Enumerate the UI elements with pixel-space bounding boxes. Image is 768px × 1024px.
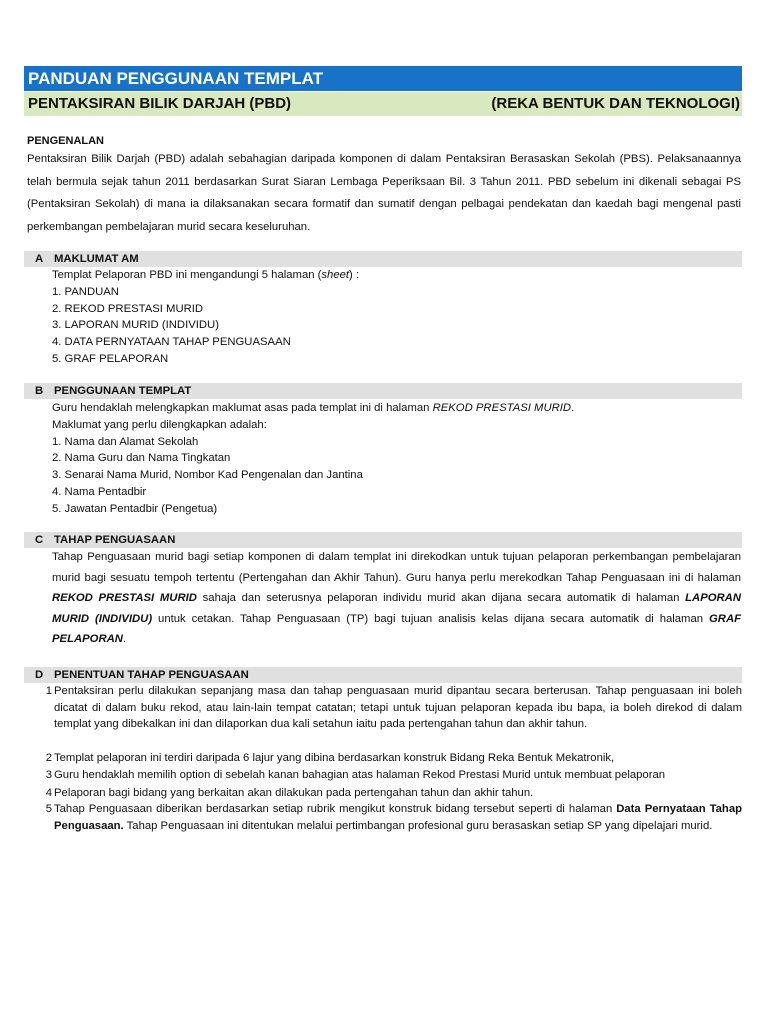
section-a-intro-end: ) : [349,269,360,281]
item-text: Templat pelaporan ini terdiri daripada 6 lajur yang dibina berdasarkan konstruk Bidang Reka Bentuk Mekatronik, [54,752,615,764]
section-a-header [24,251,742,267]
section-a-intro [52,267,359,284]
list-item: 5. GRAF PELAPORAN [52,352,169,365]
section-d-title: PENENTUAN TAHAP PENGUASAAN [54,669,249,681]
list-item: 1. Nama dan Alamat Sekolah [52,435,199,448]
section-c-text-3: untuk cetakan. Tahap Penguasaan (TP) bagi tujuan analisis kelas dijana secara automatik di halaman [152,612,709,625]
item-number: 5 [45,803,52,815]
item-text: Pelaporan bagi bidang yang berkaitan akan dilakukan pada pertengahan tahun dan akhir tahun. [54,787,534,799]
section-b-letter: B [35,385,44,397]
item-text: Pentaksiran perlu dilakukan sepanjang masa dan tahap penguasaan murid dipantau secara berterusan. Tahap penguasaan ini boleh dicatat di dalam buku rekod, atau lain-lain tempat catatan; tetapi untuk tujuan pelaporan kepada ibu bapa, ia boleh direkod di dalam templat yang dibekalkan ini dan dilaporkan dua kali setahun iaitu pada pertengahan tahun dan akhir tahun. [54,685,742,731]
section-d-header [24,667,742,683]
item-number: 3 [45,769,52,781]
section-c-paragraph [52,547,741,650]
document-subtitle-left: PENTAKSIRAN BILIK DARJAH (PBD) [28,95,292,112]
list-item: 2. REKOD PRESTASI MURID [52,302,204,315]
item-text-part: Tahap Penguasaan diberikan berdasarkan setiap rubrik mengikut konstruk bidang tersebut seperti di halaman [54,803,617,815]
document-title-bar [24,66,742,91]
list-item: 3. LAPORAN MURID (INDIVIDU) [52,319,219,332]
section-b-line1 [52,400,574,417]
section-c-em-1: REKOD PRESTASI MURID [52,592,197,605]
document-subtitle-right: (REKA BENTUK DAN TEKNOLOGI) [491,95,740,112]
list-item: 3. Senarai Nama Murid, Nombor Kad Pengenalan dan Jantina [52,469,363,482]
document-title: PANDUAN PENGGUNAAN TEMPLAT [28,69,323,88]
item-text: Guru hendaklah memilih option di sebelah kanan bahagian atas halaman Rekod Prestasi Murid untuk membuat pelaporan [54,769,666,781]
section-b-line1-end: . [571,402,575,414]
intro-paragraph: Pentaksiran Bilik Darjah (PBD) adalah sebahagian daripada komponen di dalam Pentaksiran Berasaskan Sekolah (PBS). Pelaksanaannya telah bermula sejak tahun 2011 berdasarkan Surat Siaran Lembaga Peperiksaan Bil. 3 Tahun 2011. PBD sebelum ini dikenali sebagai PS (Pentaksiran Sekolah) di mana ia dilaksanakan secara formatif dan sumatif dengan pelbagai pendekatan dan kaedah bagi mengenal pasti perkembangan pembelajaran murid secara keseluruhan. [27,153,741,233]
section-b-body [52,400,574,518]
section-a-letter: A [35,253,44,265]
section-c-title: TAHAP PENGUASAAN [54,534,176,546]
section-d-item-5 [40,801,742,841]
section-c-em-3: GRAF PELAPORAN [52,612,742,646]
list-item: 4. Nama Pentadbir [52,485,147,498]
section-b-title: PENGGUNAAN TEMPLAT [54,385,192,397]
section-a-title: MAKLUMAT AM [54,253,139,265]
section-c-text-4: . [122,633,127,646]
section-b-header [24,383,742,399]
section-b-line2: Maklumat yang perlu dilengkapkan adalah: [52,418,267,431]
section-a-intro-text: Templat Pelaporan PBD ini mengandungi 5 halaman ( [52,269,322,281]
section-c-text-1: Tahap Penguasaan murid bagi setiap komponen di dalam templat ini direkodkan untuk tujuan pelaporan perkembangan pembelajaran murid bagi sesuatu tempoh tertentu (Pertengahan dan Akhir Tahun). Guru hanya perlu merekodkan Tahap Penguasaan ini di halaman [52,551,741,584]
item-text [54,801,742,834]
section-c-letter: C [35,534,44,546]
item-number: 4 [45,787,52,799]
section-d-letter: D [35,669,44,681]
item-text-part: Tahap Penguasaan ini ditentukan melalui pertimbangan profesional guru berasaskan setiap SP yang dipelajari murid. [123,819,713,832]
document-subtitle-bar [24,92,742,116]
section-a-intro-em: sheet [321,269,350,281]
section-c-header [24,532,742,548]
item-text-bold: Data Pernyataan Tahap Penguasaan. [54,803,742,832]
section-b-line1-text: Guru hendaklah melengkapkan maklumat asas pada templat ini di halaman [52,402,433,414]
item-number: 2 [45,752,52,764]
intro-heading: PENGENALAN [27,135,105,147]
list-item: 5. Jawatan Pentadbir (Pengetua) [52,502,218,515]
list-item: 1. PANDUAN [52,285,119,298]
list-item: 4. DATA PERNYATAAN TAHAP PENGUASAAN [52,336,291,349]
list-item: 2. Nama Guru dan Nama Tingkatan [52,452,231,465]
section-c-text-2: sahaja dan seterusnya pelaporan individu murid akan dijana secara automatik di halaman [196,592,686,605]
item-number: 1 [45,685,52,697]
section-c-em-2: LAPORAN MURID (INDIVIDU) [52,592,741,625]
section-a-body [52,267,359,368]
section-b-line1-em: REKOD PRESTASI MURID [432,402,572,414]
